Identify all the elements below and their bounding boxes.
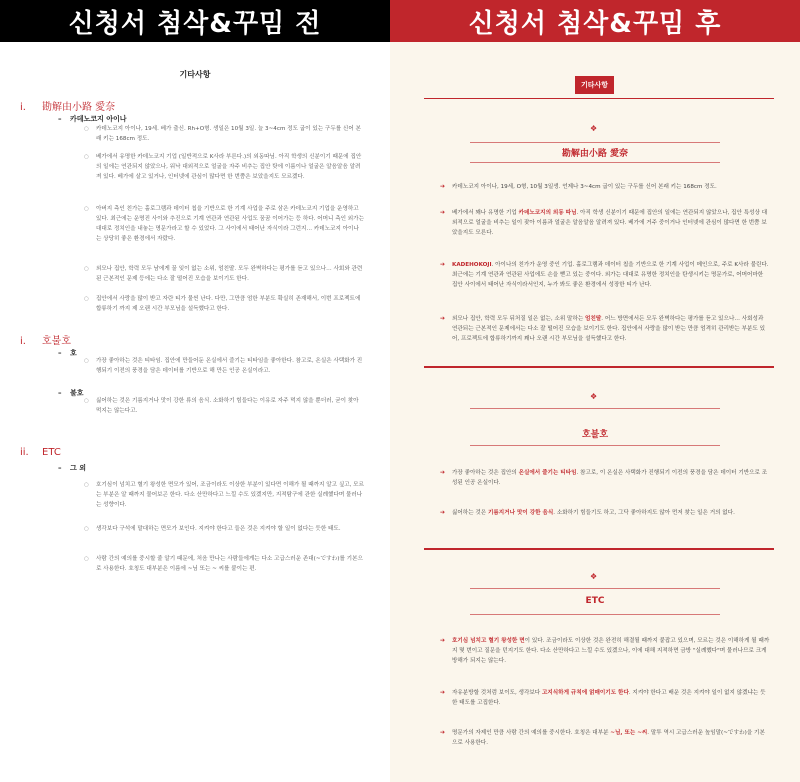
after-header: 신청서 첨삭&꾸밈 후: [390, 0, 800, 42]
divider: [470, 162, 720, 163]
section-heading-likes: [20, 332, 71, 347]
divider: [470, 588, 720, 589]
list-item: ○ 카데노코지 아이나, 19세. 베가 출신. Rh+O형. 생일은 10월 3일. 늘 3~4cm 정도 굽이 있는 구두를 신어 본래 키는 168cm 정도.: [84, 126, 361, 142]
text-span: 자유분방할 것처럼 보이도, 생각보다: [452, 690, 542, 696]
list-item-text: 사람 간의 예의를 중시할 줄 알기 때문에, 처음 만나는 사람들에게는 다소 고급스러운 존대(~ですわ)를 기본으로 사용한다. 호칭도 대부분은 이름에 ~님 또는 ~ 씨를 붙이는 편.: [96, 556, 363, 572]
arrow-icon: ➔: [440, 209, 446, 216]
arrow-icon: ➔: [440, 637, 446, 644]
list-item: [440, 636, 770, 666]
sub-heading: – 호: [58, 349, 77, 357]
doc-title: 기타사항: [179, 70, 211, 79]
highlight: 호기심 넘치고 혈기 왕성한 면: [452, 638, 525, 644]
divider: [470, 142, 720, 143]
text-span: 이 있다. 조금이라도 이상한 것은 완전히 해결될 때까지 붙잡고 있으며, 모르는 것은 이해하게 될 때까지 몇 번이고 질문을 던지기도 한다. 다소 산만하다고 느낄 수도 있겠으나, 이에 대해 지적하면 금방 "실례했다"며 물러나므로 크게 방해가 되지는 않는다.: [452, 638, 770, 664]
sub-heading-text: 호: [70, 349, 77, 357]
section-title: ETC: [42, 447, 61, 458]
highlight: 기름지거나 맛이 강한 음식: [487, 510, 554, 516]
text-span: . 소화하기 힘들기도 하고, 그닥 좋아하지도 않아 먼저 찾는 일은 거의 없다.: [553, 510, 735, 516]
text-span: 카데노코지 아이나, 19세, O형, 10월 3일생. 언제나 3~4cm 굽이 있는 구두를 신어 본래 키는 168cm 정도.: [452, 184, 717, 190]
divider: [424, 98, 774, 99]
list-item: [440, 208, 770, 238]
arrow-icon: ➔: [440, 315, 446, 322]
list-item: [440, 728, 770, 748]
highlight: 고지식하게 규칙에 얽매이기도 한다: [541, 690, 629, 696]
section-title: 호불호: [42, 336, 71, 347]
after-panel: [390, 42, 800, 782]
section-heading-name: [20, 98, 115, 113]
sub-heading-text: 불호: [70, 389, 84, 397]
section-number: i.: [20, 102, 26, 113]
highlight: 엄친딸: [585, 316, 602, 322]
list-item-text: 아버지 측인 친가는 홀로그램과 데이터 칩을 기반으로 한 기계 사업을 주로 삼은 카데노코지 기업을 운영하고 있다. 최근에는 운명진 사이와 추진으로 기계 연관과 연관된 사업도 꿈꿈 이어가는 등 하다. 어머니 측인 외가는 대대로 정치인을 내놓는 명문가라고 할 수 있었다. 그 사이에서 태어난 자식이라 그런지… 카데노코지 아이나는 상당히 좋은 환경에서 자랐다.: [96, 206, 364, 242]
divider: [470, 408, 720, 409]
list-item: ○ 외모나 집안, 학력 모두 남에게 꿀 잊이 없는 소위, 엄친딸. 모두 완벽하다는 평가를 듣고 있으나… 사회와 관련된 근본적인 문제 등에는 다소 잘 떨어진 모습을 보이기도 한다.: [84, 266, 363, 282]
list-item: [440, 260, 770, 290]
list-item: [440, 468, 770, 488]
arrow-icon: ➔: [440, 509, 446, 516]
before-panel: [0, 42, 390, 782]
list-item: [440, 314, 770, 344]
list-item: ○ 가장 좋아하는 것은 티타임. 집안에 만들어둔 온실에서 즐기는 티타임을 좋아한다. 참고로, 온실은 사택화가 진행되기 이전의 풍경을 담은 데이터를 기반으로 해 만든 인공 온실이라고.: [84, 358, 363, 374]
divider: [470, 614, 720, 615]
text-span: . 아직 학생 신분이기 때문에 집안의 일에는 연관되지 않았으나, 집안 특성상 대외적으로 얼굴을 비추는 일이 잦아 이름과 얼굴은 알음알음 알려져 있다. 베가에 거주 중이거나 인터넷에 관심이 많다면 한 번쯤 보았을지도 모른다.: [452, 210, 768, 236]
arrow-icon: ➔: [440, 469, 446, 476]
section-title: 勘解由小路 愛奈: [42, 102, 116, 113]
text-span: . 아이나의 친가가 운영 중인 기업. 홀로그램과 데이터 칩을 기반으로 한 기계 사업이 메인으로, 주로 K사라 불린다. 최근에는 기계 연관과 연관된 사업에도 손을 뻗고 있는 중이다. 외가는 대대로 유명한 정치인을 탄생시키는 명문가로, 어머어마한 집안 사이에서 태어난 자식이라서인지, 누가 봐도 좋은 환경에서 성장한 티가 난다.: [452, 262, 769, 288]
highlight: KADEHOKOJI: [452, 262, 492, 268]
text-span: . 참고로, 이 온실은 사택화가 진행되기 이전의 풍경을 담은 데이터 기반으로 조성된 인공 온실이다.: [452, 470, 768, 486]
list-item: ○ 사람 간의 예의를 중시할 줄 알기 때문에, 처음 만나는 사람들에게는 다소 고급스러운 존대(~ですわ)를 기본으로 사용한다. 호칭도 대부분은 이름에 ~님 또는 ~ 씨를 붙이는 편.: [84, 556, 363, 572]
list-item-text: 집안에서 사랑을 많이 받고 자란 티가 물씬 난다. 다만, 그만큼 엄한 부분도 확실히 존재해서, 이번 프로젝트에 합류하기 까지 제 오랜 시간 부모님을 설득했다고 한다.: [96, 296, 361, 312]
section-tag: 기타사항: [575, 76, 614, 94]
text-span: . 지켜야 한다고 배운 것은 지켜야 일이 없지 않겠냐는 듯한 태도를 고집한다.: [452, 690, 766, 706]
list-item: [440, 182, 770, 192]
ornament-icon: ❖: [590, 392, 598, 401]
sub-heading-text: 카데노코지 아이나: [70, 115, 127, 123]
sub-heading: – 그 외: [58, 464, 86, 472]
list-item: [440, 688, 770, 708]
list-item: ○ 아버지 측인 친가는 홀로그램과 데이터 칩을 기반으로 한 기계 사업을 주로 삼은 카데노코지 기업을 운영하고 있다. 최근에는 운명진 사이와 추진으로 기계 연관과 연관된 사업도 꿈꿈 이어가는 등 하다. 어머니 측인 외가는 대대로 정치인을 내놓는 명문가라고 할 수 있었다. 그 사이에서 태어난 자식이라 그런지… 카데노코지 아이나는 상당히 좋은 환경에서 자랐다.: [84, 206, 364, 242]
section-divider: [424, 548, 774, 550]
list-item: ○ 베가에서 유명한 카데노코지 기업 (일반적으로 K사라 부른다.)의 외동따님. 아직 학생의 신분이기 때문에 집안의 일에는 연관되지 않았으나, 워낙 대외적으로 얼굴을 자주 비추는 집안 탓에 이름이나 얼굴은 알음알음 알려져 있다. 베가에 살고 있거나, 인터넷에 관심이 많다면 한 번쯤은 보았을지도 모르겠다.: [84, 154, 362, 180]
list-item-text: 외모나 집안, 학력 모두 남에게 꿀 잊이 없는 소위, 엄친딸. 모두 완벽하다는 평가를 듣고 있으나… 사회와 관련된 근본적인 문제 등에는 다소 잘 떨어진 모습을 보이기도 한다.: [96, 266, 363, 282]
section-number: ii.: [20, 447, 29, 458]
list-item-text: 베가에서 유명한 카데노코지 기업 (일반적으로 K사라 부른다.)의 외동따님. 아직 학생의 신분이기 때문에 집안의 일에는 연관되지 않았으나, 워낙 대외적으로 얼굴을 자주 비추는 집안 탓에 이름이나 얼굴은 알음알음 알려져 있다. 베가에 살고 있거나, 인터넷에 관심이 많다면 한 번쯤은 보았을지도 모르겠다.: [96, 154, 362, 180]
section-number: i.: [20, 336, 26, 347]
list-item: ○ 호기심이 넘치고 혈기 왕성한 면모가 있어, 조금이라도 이상한 부분이 있다면 이해가 될 때까지 알고 싶고, 모르는 부분은 알 때까지 물어보곤 한다. 다소 산만하다고 느낄 수도 있겠지만, 지적탐구에 관한 실례했다며 물러나는 성향이다.: [84, 482, 364, 508]
text-span: 가장 좋아하는 것은 집안의: [452, 470, 519, 476]
list-item: [440, 508, 770, 518]
section-heading-etc: [20, 447, 61, 458]
sub-heading-text: 그 외: [70, 464, 86, 472]
ornament-icon: ❖: [590, 572, 598, 581]
highlight: 카데노코지의 외동 따님: [518, 210, 577, 216]
text-span: 명문가의 자제인 만큼 사람 간의 예의를 중시한다. 호칭은 대부분: [452, 730, 611, 736]
ornament-icon: ❖: [590, 124, 598, 133]
list-item-text: 생각보다 구석에 말대하는 면모가 보인다. 지켜야 한다고 들은 것은 지켜야 할 일이 없다는 듯한 태도.: [96, 526, 341, 532]
highlight: 온실에서 즐기는 티타임: [518, 470, 577, 476]
arrow-icon: ➔: [440, 689, 446, 696]
divider: [470, 445, 720, 446]
list-item: ○ 싫어하는 것은 기름지거나 맛이 강한 류의 음식. 소화하기 힘들다는 이유로 자주 먹지 않을 뿐더러, 굳이 찾아 먹지는 않는다고.: [84, 398, 359, 414]
arrow-icon: ➔: [440, 261, 446, 268]
list-item-text: 가장 좋아하는 것은 티타임. 집안에 만들어둔 온실에서 즐기는 티타임을 좋아한다. 참고로, 온실은 사택화가 진행되기 이전의 풍경을 담은 데이터를 기반으로 해 만든 인공 온실이라고.: [96, 358, 363, 374]
text-span: 베가에서 꽤나 유명한 기업: [452, 210, 519, 216]
list-item: ○ 집안에서 사랑을 많이 받고 자란 티가 물씬 난다. 다만, 그만큼 엄한 부분도 확실히 존재해서, 이번 프로젝트에 합류하기 까지 제 오랜 시간 부모님을 설득했다고 한다.: [84, 296, 361, 312]
sub-heading: – 카데노코지 아이나: [58, 115, 127, 123]
text-span: . 어느 방면에서든 모두 완벽하다는 평가를 듣고 있으나… 사회성과 연관되는 근본적인 문제에서는 다소 잘 떨어진 모습을 보이기도 한다. 집안에서 사랑을 많이 받는 만큼 엄격히 관리받는 부분도 있어, 프로젝트에 합류하기까지 꽤나 오랜 시간 부모님을 설득했다고 한다.: [452, 316, 765, 342]
text-span: . 말투 역시 고급스러운 높임말(~ですわ)을 기본으로 사용한다.: [452, 730, 765, 746]
section-title: 호불호: [581, 430, 609, 440]
text-span: 싫어하는 것은: [452, 510, 488, 516]
arrow-icon: ➔: [440, 183, 446, 190]
list-item-text: 호기심이 넘치고 혈기 왕성한 면모가 있어, 조금이라도 이상한 부분이 있다면 이해가 될 때까지 알고 싶고, 모르는 부분은 알 때까지 물어보곤 한다. 다소 산만하다고 느낄 수도 있겠지만, 지적탐구에 관한 실례했다며 물러나는 성향이다.: [96, 482, 364, 508]
section-divider: [424, 366, 774, 368]
before-header: 신청서 첨삭&꾸밈 전: [0, 0, 390, 42]
arrow-icon: ➔: [440, 729, 446, 736]
highlight: ~님, 또는 ~씨: [610, 730, 648, 736]
section-title: ETC: [585, 596, 605, 606]
section-title: 勘解由小路 愛奈: [561, 149, 629, 159]
sub-heading: – 불호: [58, 389, 84, 397]
text-span: 외모나 집안, 학력 모두 뒤처질 일은 없는, 소위 말하는: [452, 316, 586, 322]
list-item: ○ 생각보다 구석에 말대하는 면모가 보인다. 지켜야 한다고 들은 것은 지켜야 할 일이 없다는 듯한 태도.: [84, 526, 341, 532]
list-item-text: 싫어하는 것은 기름지거나 맛이 강한 류의 음식. 소화하기 힘들다는 이유로 자주 먹지 않을 뿐더러, 굳이 찾아 먹지는 않는다고.: [96, 398, 359, 414]
list-item-text: 카데노코지 아이나, 19세. 베가 출신. Rh+O형. 생일은 10월 3일. 늘 3~4cm 정도 굽이 있는 구두를 신어 본래 키는 168cm 정도.: [96, 126, 361, 142]
